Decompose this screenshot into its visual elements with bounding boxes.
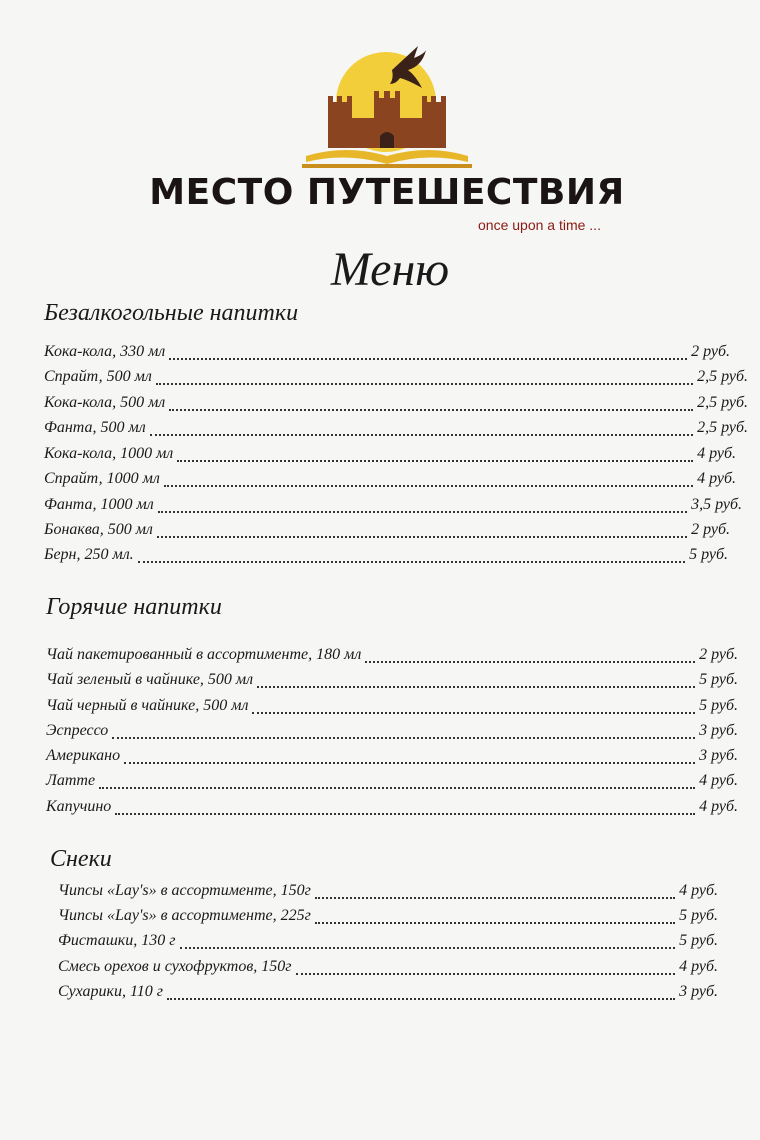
item-name: Чай пакетированный в ассортименте, 180 мл: [46, 646, 362, 663]
menu-item: [44, 343, 730, 365]
item-price: 2 руб.: [691, 343, 730, 360]
section-title-snacks: Снеки: [50, 846, 112, 872]
leader-dots: [296, 972, 676, 975]
item-name: Спрайт, 1000 мл: [44, 470, 160, 487]
item-price: 3 руб.: [679, 983, 718, 1000]
item-name: Чипсы «Lay's» в ассортименте, 225г: [58, 907, 311, 924]
leader-dots: [169, 357, 687, 360]
item-name: Латте: [46, 772, 96, 789]
leader-dots: [124, 761, 695, 764]
item-price: 4 руб.: [699, 772, 738, 789]
menu-item: [46, 671, 738, 693]
item-price: 5 руб.: [699, 697, 738, 714]
menu-item: [58, 907, 718, 929]
item-price: 2,5 руб.: [697, 419, 748, 436]
item-name: Кока-кола, 1000 мл: [44, 445, 174, 462]
menu-item: [44, 368, 748, 390]
item-name: Чипсы «Lay's» в ассортименте, 150г: [58, 882, 311, 899]
menu-item: [46, 798, 738, 820]
menu-item: [58, 882, 718, 904]
leader-dots: [315, 896, 675, 899]
leader-dots: [164, 484, 693, 487]
item-price: 4 руб.: [679, 958, 718, 975]
page-title: Меню: [330, 243, 450, 296]
item-price: 5 руб.: [689, 546, 728, 563]
menu-item: [46, 772, 738, 794]
item-name: Американо: [46, 747, 121, 764]
menu-item: [46, 646, 738, 668]
item-price: 2,5 руб.: [697, 394, 748, 411]
leader-dots: [315, 921, 675, 924]
section-title-hot-drinks: Горячие напитки: [46, 594, 222, 620]
item-name: Капучино: [46, 798, 112, 815]
item-price: 2 руб.: [691, 521, 730, 538]
brand-name: МЕСТО ПУТЕШЕСТВИЯ: [149, 172, 625, 213]
menu-item: [46, 722, 738, 744]
leader-dots: [115, 812, 695, 815]
item-price: 5 руб.: [679, 932, 718, 949]
leader-dots: [156, 382, 693, 385]
section-title-soft-drinks: Безалкогольные напитки: [44, 300, 299, 326]
item-price: 4 руб.: [699, 798, 738, 815]
item-price: 3 руб.: [699, 747, 738, 764]
leader-dots: [99, 786, 695, 789]
item-price: 4 руб.: [679, 882, 718, 899]
item-name: Фисташки, 130 г: [58, 932, 176, 949]
leader-dots: [138, 560, 685, 563]
menu-item: [44, 546, 728, 568]
leader-dots: [167, 997, 675, 1000]
leader-dots: [180, 946, 676, 949]
menu-item: [58, 958, 718, 980]
menu-item: [46, 697, 738, 719]
leader-dots: [169, 408, 693, 411]
item-name: Кока-кола, 500 мл: [44, 394, 166, 411]
item-price: 5 руб.: [679, 907, 718, 924]
item-name: Эспрессо: [46, 722, 109, 739]
menu-item: [44, 521, 730, 543]
leader-dots: [365, 660, 695, 663]
leader-dots: [177, 459, 693, 462]
item-name: Кока-кола, 330 мл: [44, 343, 166, 360]
brand-tagline: once upon a time ...: [478, 217, 601, 233]
menu-item: [58, 983, 718, 1005]
menu-item: [44, 470, 736, 492]
menu-item: [58, 932, 718, 954]
item-price: 4 руб.: [697, 445, 736, 462]
item-name: Смесь орехов и сухофруктов, 150г: [58, 958, 292, 975]
item-name: Фанта, 500 мл: [44, 419, 146, 436]
leader-dots: [112, 736, 695, 739]
item-name: Берн, 250 мл.: [44, 546, 134, 563]
item-name: Сухарики, 110 г: [58, 983, 163, 1000]
item-price: 5 руб.: [699, 671, 738, 688]
leader-dots: [150, 433, 693, 436]
item-name: Чай зеленый в чайнике, 500 мл: [46, 671, 254, 688]
leader-dots: [157, 535, 687, 538]
item-price: 4 руб.: [697, 470, 736, 487]
item-price: 3,5 руб.: [691, 496, 742, 513]
item-price: 2,5 руб.: [697, 368, 748, 385]
item-name: Бонаква, 500 мл: [44, 521, 153, 538]
item-price: 2 руб.: [699, 646, 738, 663]
item-name: Чай черный в чайнике, 500 мл: [46, 697, 249, 714]
leader-dots: [252, 711, 695, 714]
item-name: Фанта, 1000 мл: [44, 496, 154, 513]
item-name: Спрайт, 500 мл: [44, 368, 152, 385]
leader-dots: [158, 510, 687, 513]
leader-dots: [257, 685, 695, 688]
item-price: 3 руб.: [699, 722, 738, 739]
menu-item: [44, 445, 736, 467]
castle-logo-icon: [300, 40, 475, 170]
menu-item: [44, 394, 748, 416]
menu-item: [44, 419, 748, 441]
menu-item: [44, 496, 742, 518]
menu-item: [46, 747, 738, 769]
